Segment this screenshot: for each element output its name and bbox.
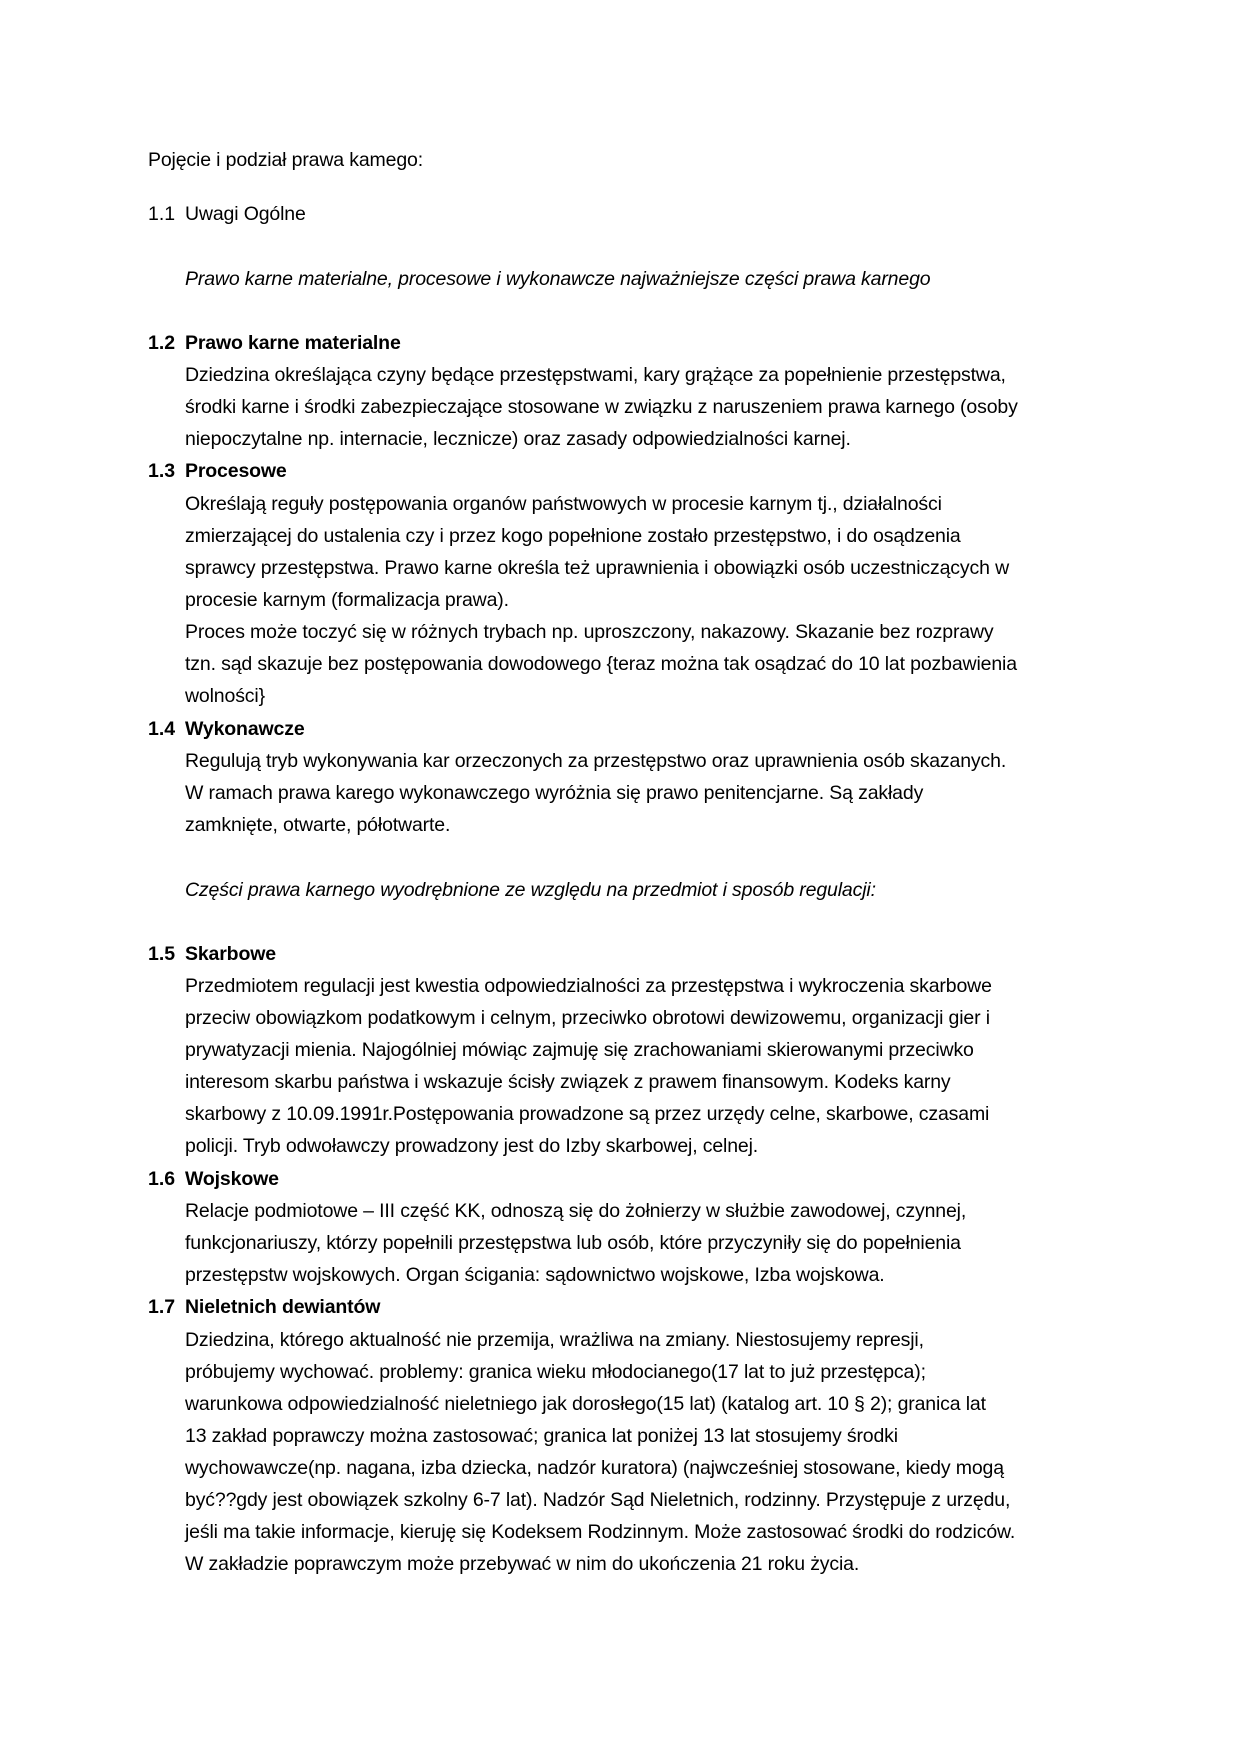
section-1-5-line: interesom skarbu państwa i wskazuje ścisły związek z prawem finansowym. Kodeks karny — [185, 1071, 951, 1093]
section-1-7-line: Dziedzina, którego aktualność nie przemija, wrażliwa na zmiany. Niestosujemy represji, — [185, 1329, 924, 1351]
section-1-4-line: zamknięte, otwarte, półotwarte. — [185, 814, 451, 836]
section-1-2-heading: Prawo karne materialne — [185, 332, 401, 354]
section-1-2-line: Dziedzina określająca czyny będące przestępstwami, kary grążące za popełnienie przestępstwa, — [185, 364, 1006, 386]
section-1-4-number: 1.4 — [148, 718, 176, 740]
section-1-5-line: policji. Tryb odwoławczy prowadzony jest do Izby skarbowej, celnej. — [185, 1135, 759, 1157]
section-1-1-number: 1.1 — [148, 203, 176, 225]
section-1-7-line: jeśli ma takie informacje, kieruję się Kodeksem Rodzinnym. Może zastosować środki do rodziców. — [185, 1521, 1016, 1543]
section-1-6-line: przestępstw wojskowych. Organ ścigania: sądownictwo wojskowe, Izba wojskowa. — [185, 1264, 885, 1286]
section-1-5-line: prywatyzacji mienia. Najogólniej mówiąc zajmuję się zrachowaniami skierowanymi przeciwko — [185, 1039, 974, 1061]
section-1-7-line: być??gdy jest obowiązek szkolny 6-7 lat). Nadzór Sąd Nieletnich, rodzinny. Przystępuje z urzędu, — [185, 1489, 1011, 1511]
section-1-5-line: przeciw obowiązkom podatkowym i celnym, przeciwko obrotowi dewizowemu, organizacji gier i — [185, 1007, 990, 1029]
section-1-7-line: wychowawcze(np. nagana, izba dziecka, nadzór kuratora) (najwcześniej stosowane, kiedy mogą — [185, 1457, 1004, 1479]
parts-italic-text: Części prawa karnego wyodrębnione ze względu na przedmiot i sposób regulacji: — [185, 879, 876, 901]
section-1-4-line: Regulują tryb wykonywania kar orzeczonych za przestępstwo oraz uprawnienia osób skazanych. — [185, 750, 1007, 772]
section-1-3-line: procesie karnym (formalizacja prawa). — [185, 589, 509, 611]
section-1-1-heading: Uwagi Ogólne — [185, 203, 306, 225]
section-1-7-line: W zakładzie poprawczym może przebywać w nim do ukończenia 21 roku życia. — [185, 1553, 860, 1575]
section-1-7-number: 1.7 — [148, 1296, 176, 1318]
document-title: Pojęcie i podział prawa kamego: — [148, 149, 424, 171]
section-1-3-heading: Procesowe — [185, 460, 287, 482]
section-1-7-line: 13 zakład poprawczy można zastosować; granica lat poniżej 13 lat stosujemy środki — [185, 1425, 898, 1447]
section-1-3-line: wolności} — [185, 685, 265, 707]
section-1-7-line: próbujemy wychować. problemy: granica wieku młodocianego(17 lat to już przestępca); — [185, 1361, 926, 1383]
section-1-6-number: 1.6 — [148, 1168, 176, 1190]
section-1-6-heading: Wojskowe — [185, 1168, 279, 1190]
section-1-3-number: 1.3 — [148, 460, 176, 482]
section-1-7-line: warunkowa odpowiedzialność nieletniego jak dorosłego(15 lat) (katalog art. 10 § 2); granica lat — [185, 1393, 986, 1415]
section-1-2-line: środki karne i środki zabezpieczające stosowane w związku z naruszeniem prawa karnego (osoby — [185, 396, 1018, 418]
section-1-2-line: niepoczytalne np. internacie, lecznicze) oraz zasady odpowiedzialności karnej. — [185, 428, 851, 450]
section-1-3-line: Określają reguły postępowania organów państwowych w procesie karnym tj., działalności — [185, 493, 942, 515]
section-1-5-number: 1.5 — [148, 943, 176, 965]
section-1-3-line: zmierzającej do ustalenia czy i przez kogo popełnione zostało przestępstwo, i do osądzenia — [185, 525, 961, 547]
section-1-5-line: Przedmiotem regulacji jest kwestia odpowiedzialności za przestępstwa i wykroczenia skarbowe — [185, 975, 992, 997]
section-1-6-line: funkcjonariuszy, którzy popełnili przestępstwa lub osób, które przyczyniły się do popełnienia — [185, 1232, 961, 1254]
section-1-5-heading: Skarbowe — [185, 943, 276, 965]
section-1-7-heading: Nieletnich dewiantów — [185, 1296, 381, 1318]
section-1-2-number: 1.2 — [148, 332, 176, 354]
section-1-3-line: tzn. sąd skazuje bez postępowania dowodowego {teraz można tak osądzać do 10 lat pozbawienia — [185, 653, 1017, 675]
section-1-4-line: W ramach prawa karego wykonawczego wyróżnia się prawo penitencjarne. Są zakłady — [185, 782, 924, 804]
section-1-5-line: skarbowy z 10.09.1991r.Postępowania prowadzone są przez urzędy celne, skarbowe, czasami — [185, 1103, 990, 1125]
intro-italic-text: Prawo karne materialne, procesowe i wykonawcze najważniejsze części prawa karnego — [185, 268, 931, 290]
section-1-6-line: Relacje podmiotowe – III część KK, odnoszą się do żołnierzy w służbie zawodowej, czynnej, — [185, 1200, 967, 1222]
section-1-3-line: sprawcy przestępstwa. Prawo karne określa też uprawnienia i obowiązki osób uczestniczących w — [185, 557, 1009, 579]
section-1-4-heading: Wykonawcze — [185, 718, 305, 740]
section-1-3-line: Proces może toczyć się w różnych trybach np. uproszczony, nakazowy. Skazanie bez rozprawy — [185, 621, 994, 643]
